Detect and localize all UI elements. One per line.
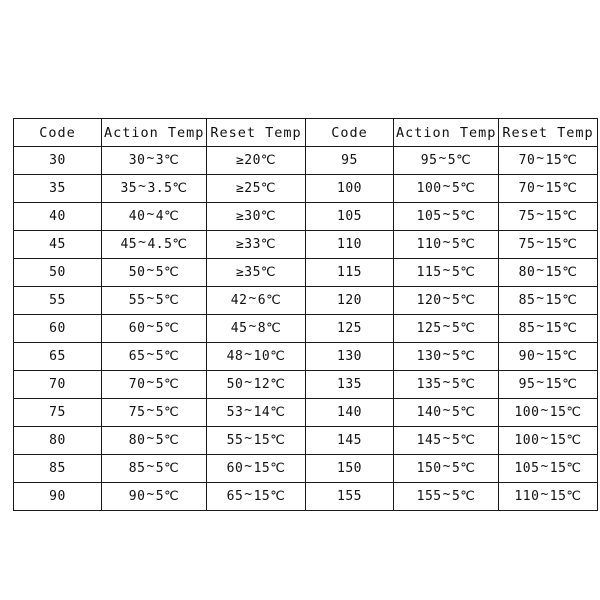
cell-reset-temp-2: 85~15℃ — [499, 315, 598, 343]
cell-reset-temp-2: 75~15℃ — [499, 203, 598, 231]
cell-code-1: 55 — [14, 287, 102, 315]
cell-reset-temp-1: 60~15℃ — [207, 455, 306, 483]
cell-reset-temp-1: 48~10℃ — [207, 343, 306, 371]
cell-reset-temp-1: ≥33℃ — [207, 231, 306, 259]
cell-code-2: 130 — [306, 343, 394, 371]
cell-reset-temp-2: 100~15℃ — [499, 427, 598, 455]
range-separator: ~ — [248, 291, 257, 306]
cell-reset-temp-1: ≥20℃ — [207, 147, 306, 175]
range-separator: ~ — [146, 263, 155, 278]
range-separator: ~ — [244, 403, 253, 418]
range-separator: ~ — [442, 179, 451, 194]
column-header-reset-temp-2: Reset Temp — [499, 119, 598, 147]
table-row — [14, 455, 598, 483]
cell-code-1: 85 — [14, 455, 102, 483]
column-header-action-temp-2: Action Temp — [394, 119, 499, 147]
cell-reset-temp-2: 110~15℃ — [499, 483, 598, 511]
table-row — [14, 287, 598, 315]
range-separator: ~ — [442, 291, 451, 306]
range-separator: ~ — [536, 375, 545, 390]
cell-code-2: 155 — [306, 483, 394, 511]
range-separator: ~ — [540, 431, 549, 446]
cell-code-2: 105 — [306, 203, 394, 231]
cell-action-temp-1: 50~5℃ — [102, 259, 207, 287]
cell-reset-temp-1: ≥35℃ — [207, 259, 306, 287]
range-separator: ~ — [442, 319, 451, 334]
table-header-row — [14, 119, 598, 147]
cell-reset-temp-1: ≥30℃ — [207, 203, 306, 231]
cell-reset-temp-2: 85~15℃ — [499, 287, 598, 315]
range-separator: ~ — [536, 207, 545, 222]
cell-action-temp-1: 90~5℃ — [102, 483, 207, 511]
column-header-code-2: Code — [306, 119, 394, 147]
range-separator: ~ — [442, 403, 451, 418]
cell-code-1: 45 — [14, 231, 102, 259]
cell-reset-temp-1: 53~14℃ — [207, 399, 306, 427]
cell-code-1: 60 — [14, 315, 102, 343]
cell-action-temp-1: 55~5℃ — [102, 287, 207, 315]
range-separator: ~ — [138, 235, 147, 250]
cell-code-2: 110 — [306, 231, 394, 259]
cell-reset-temp-2: 80~15℃ — [499, 259, 598, 287]
table-row — [14, 259, 598, 287]
cell-action-temp-2: 100~5℃ — [394, 175, 499, 203]
cell-reset-temp-1: 42~6℃ — [207, 287, 306, 315]
cell-code-1: 90 — [14, 483, 102, 511]
table-body — [14, 147, 598, 511]
cell-code-2: 145 — [306, 427, 394, 455]
table-row — [14, 175, 598, 203]
range-separator: ~ — [536, 179, 545, 194]
cell-reset-temp-1: ≥25℃ — [207, 175, 306, 203]
range-separator: ~ — [536, 291, 545, 306]
column-header-action-temp-1: Action Temp — [102, 119, 207, 147]
range-separator: ~ — [244, 347, 253, 362]
cell-reset-temp-1: 50~12℃ — [207, 371, 306, 399]
cell-code-2: 95 — [306, 147, 394, 175]
cell-action-temp-2: 105~5℃ — [394, 203, 499, 231]
range-separator: ~ — [536, 319, 545, 334]
cell-action-temp-1: 65~5℃ — [102, 343, 207, 371]
cell-code-2: 115 — [306, 259, 394, 287]
range-separator: ~ — [244, 459, 253, 474]
table-row — [14, 371, 598, 399]
cell-reset-temp-2: 75~15℃ — [499, 231, 598, 259]
table-row — [14, 343, 598, 371]
range-separator: ~ — [442, 375, 451, 390]
cell-reset-temp-1: 45~8℃ — [207, 315, 306, 343]
cell-action-temp-2: 95~5℃ — [394, 147, 499, 175]
column-header-reset-temp-1: Reset Temp — [207, 119, 306, 147]
cell-code-1: 35 — [14, 175, 102, 203]
range-separator: ~ — [146, 403, 155, 418]
cell-action-temp-2: 120~5℃ — [394, 287, 499, 315]
cell-action-temp-1: 85~5℃ — [102, 455, 207, 483]
cell-action-temp-2: 145~5℃ — [394, 427, 499, 455]
range-separator: ~ — [442, 431, 451, 446]
cell-code-2: 120 — [306, 287, 394, 315]
temperature-spec-table — [13, 118, 598, 511]
range-separator: ~ — [442, 487, 451, 502]
range-separator: ~ — [536, 263, 545, 278]
cell-action-temp-2: 150~5℃ — [394, 455, 499, 483]
cell-reset-temp-2: 70~15℃ — [499, 147, 598, 175]
cell-action-temp-2: 130~5℃ — [394, 343, 499, 371]
range-separator: ~ — [138, 179, 147, 194]
range-separator: ~ — [146, 487, 155, 502]
range-separator: ~ — [248, 319, 257, 334]
cell-reset-temp-1: 65~15℃ — [207, 483, 306, 511]
cell-code-2: 140 — [306, 399, 394, 427]
table-row — [14, 483, 598, 511]
cell-action-temp-1: 40~4℃ — [102, 203, 207, 231]
range-separator: ~ — [540, 403, 549, 418]
cell-action-temp-1: 45~4.5℃ — [102, 231, 207, 259]
cell-code-1: 75 — [14, 399, 102, 427]
cell-code-1: 30 — [14, 147, 102, 175]
range-separator: ~ — [540, 487, 549, 502]
cell-reset-temp-2: 95~15℃ — [499, 371, 598, 399]
range-separator: ~ — [146, 207, 155, 222]
cell-code-2: 125 — [306, 315, 394, 343]
cell-action-temp-2: 110~5℃ — [394, 231, 499, 259]
range-separator: ~ — [146, 291, 155, 306]
range-separator: ~ — [536, 347, 545, 362]
cell-action-temp-2: 125~5℃ — [394, 315, 499, 343]
cell-reset-temp-1: 55~15℃ — [207, 427, 306, 455]
range-separator: ~ — [146, 431, 155, 446]
cell-code-2: 100 — [306, 175, 394, 203]
cell-action-temp-1: 60~5℃ — [102, 315, 207, 343]
range-separator: ~ — [146, 151, 155, 166]
range-separator: ~ — [442, 347, 451, 362]
cell-action-temp-2: 135~5℃ — [394, 371, 499, 399]
cell-code-1: 65 — [14, 343, 102, 371]
range-separator: ~ — [146, 459, 155, 474]
range-separator: ~ — [442, 459, 451, 474]
table-row — [14, 231, 598, 259]
table-row — [14, 203, 598, 231]
cell-action-temp-1: 70~5℃ — [102, 371, 207, 399]
cell-reset-temp-2: 100~15℃ — [499, 399, 598, 427]
range-separator: ~ — [146, 347, 155, 362]
cell-reset-temp-2: 105~15℃ — [499, 455, 598, 483]
range-separator: ~ — [244, 375, 253, 390]
cell-action-temp-2: 155~5℃ — [394, 483, 499, 511]
cell-action-temp-1: 80~5℃ — [102, 427, 207, 455]
range-separator: ~ — [146, 375, 155, 390]
range-separator: ~ — [442, 207, 451, 222]
table-row — [14, 315, 598, 343]
table-header — [14, 119, 598, 147]
temperature-spec-table-container — [13, 118, 594, 511]
cell-reset-temp-2: 70~15℃ — [499, 175, 598, 203]
table-row — [14, 427, 598, 455]
cell-code-2: 150 — [306, 455, 394, 483]
cell-action-temp-2: 115~5℃ — [394, 259, 499, 287]
range-separator: ~ — [536, 151, 545, 166]
range-separator: ~ — [438, 151, 447, 166]
range-separator: ~ — [244, 431, 253, 446]
range-separator: ~ — [442, 263, 451, 278]
cell-code-1: 40 — [14, 203, 102, 231]
range-separator: ~ — [442, 235, 451, 250]
range-separator: ~ — [244, 487, 253, 502]
range-separator: ~ — [536, 235, 545, 250]
cell-code-1: 70 — [14, 371, 102, 399]
table-row — [14, 399, 598, 427]
range-separator: ~ — [146, 319, 155, 334]
range-separator: ~ — [540, 459, 549, 474]
cell-code-2: 135 — [306, 371, 394, 399]
cell-reset-temp-2: 90~15℃ — [499, 343, 598, 371]
cell-action-temp-1: 30~3℃ — [102, 147, 207, 175]
table-row — [14, 147, 598, 175]
column-header-code-1: Code — [14, 119, 102, 147]
cell-code-1: 50 — [14, 259, 102, 287]
cell-action-temp-1: 75~5℃ — [102, 399, 207, 427]
cell-code-1: 80 — [14, 427, 102, 455]
cell-action-temp-2: 140~5℃ — [394, 399, 499, 427]
cell-action-temp-1: 35~3.5℃ — [102, 175, 207, 203]
